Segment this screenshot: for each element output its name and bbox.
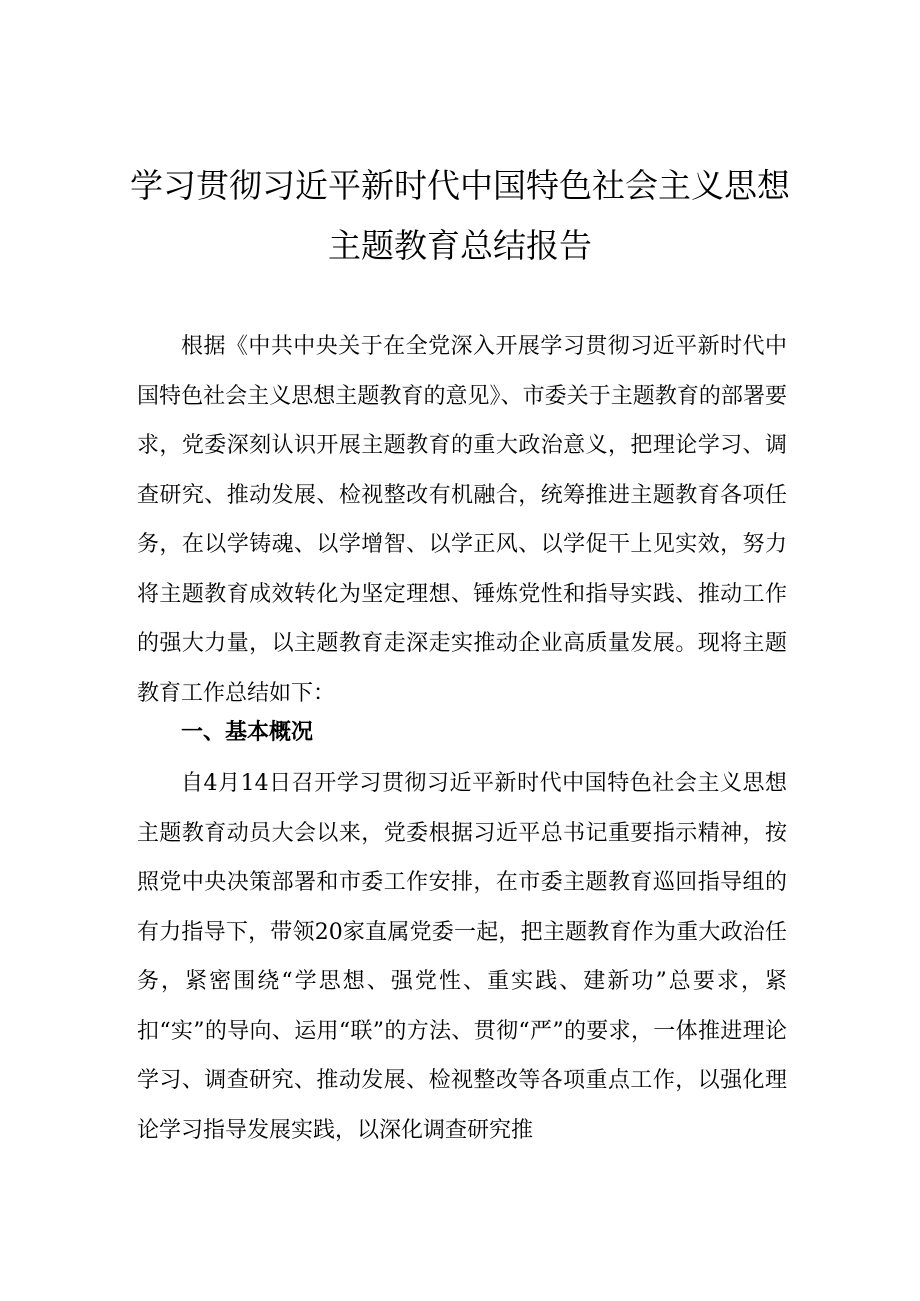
document-title-line-1: 学习贯彻习近平新时代中国特色社会主义思想 [130, 166, 790, 205]
intro-paragraph: 根据《中共中央关于在全党深入开展学习贯彻习近平新时代中国特色社会主义思想主题教育的意见》、市委关于主题教育的部署要求，党委深刻认识开展主题教育的重大政治意义，把理论学习、调查研究、推动发展、检视整改有机融合，统筹推进主题教育各项任务，在以学铸魂、以学增智、以学正风、以学促干上见实效，努力将主题教育成效转化为坚定理想、锤炼党性和指导实践、推动工作的强大力量，以主题教育走深走实推动企业高质量发展。现将主题教育工作总结如下： [137, 334, 787, 706]
basic-overview-paragraph: 自4月14日召开学习贯彻习近平新时代中国特色社会主义思想主题教育动员大会以来，党委根据习近平总书记重要指示精神，按照党中央决策部署和市委工作安排，在市委主题教育巡回指导组的有力指导下，带领20家直属党委一起，把主题教育作为重大政治任务，紧密围绕“学思想、强党性、重实践、建新功”总要求，紧扣“实”的导向、运用“联”的方法、贯彻“严”的要求，一体推进理论学习、调查研究、推动发展、检视整改等各项重点工作，以强化理论学习指导发展实践，以深化调查研究推 [137, 771, 787, 1143]
document-title-line-2: 主题教育总结报告 [328, 226, 592, 265]
section-heading-basic-overview: 一、基本概况 [181, 720, 314, 745]
